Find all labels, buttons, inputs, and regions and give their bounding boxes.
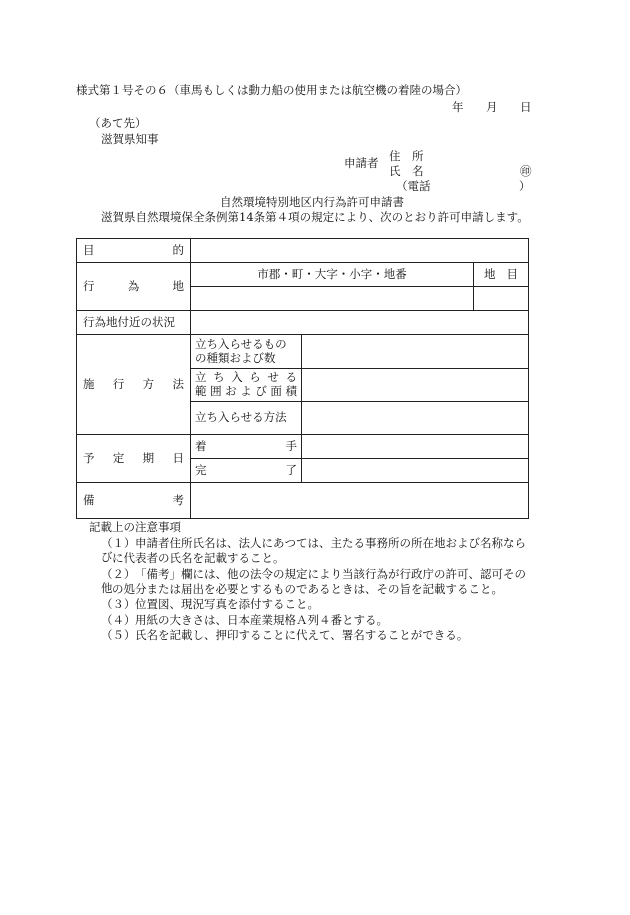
purpose-label-cell: [77, 239, 191, 263]
start-date-field[interactable]: [302, 435, 529, 459]
entry-range-field[interactable]: [302, 369, 529, 402]
land-category-label: 地 目: [484, 266, 518, 281]
note-text: 用紙の大きさは、日本産業規格Ａ列４番とする。: [135, 613, 388, 627]
remarks-label-cell: [77, 483, 191, 519]
location-row: [77, 263, 529, 287]
note-item-2-cont: の処分または届出を必要とするものであるときは、その旨を記載すること。: [112, 582, 503, 596]
start-label-cell: [191, 435, 302, 459]
vehicle-type-field[interactable]: [302, 335, 529, 369]
entry-range-label-cell: [191, 369, 302, 402]
purpose-row: [77, 239, 529, 263]
note-number: （２）: [101, 567, 136, 581]
note-item-5: [101, 629, 526, 643]
schedule-row-start: [77, 435, 529, 459]
location-label-cell: [77, 263, 191, 311]
note-item-4: [101, 614, 526, 628]
finish-label-cell: [191, 459, 302, 483]
method-label-cell: [77, 335, 191, 435]
vehicle-type-label-line2: の種類および数: [195, 350, 276, 365]
note-item-1-cont: に代表者の氏名を記載すること。: [112, 551, 285, 565]
remarks-label: 備 考: [83, 492, 184, 507]
applicant-label: 申請者: [344, 156, 379, 170]
address-label: 住 所: [389, 149, 424, 163]
addressee-label: （あて先）: [89, 116, 147, 130]
phone-close: ）: [519, 179, 531, 193]
location-field[interactable]: [191, 287, 474, 311]
vehicle-type-label-cell: [191, 335, 302, 369]
note-text: 「備考」欄には、他の法令の規定により当該行為が行政庁の許可、認可その他: [101, 567, 526, 595]
method-label: 施 行 方 法: [83, 376, 184, 391]
location-subheader: 市郡・町・大字・小字・地番: [191, 263, 474, 287]
note-number: （４）: [101, 613, 136, 627]
seal-mark: ㊞: [520, 164, 532, 178]
note-number: （３）: [101, 597, 136, 611]
intro-text: 滋賀県自然環境保全条例第14条第４項の規定により、次のとおり許可申請します。: [101, 210, 529, 224]
surroundings-field[interactable]: [191, 311, 529, 335]
schedule-label: 予 定 期 日: [83, 450, 184, 465]
location-label: 行 為 地: [83, 278, 184, 293]
purpose-field[interactable]: [191, 239, 529, 263]
date-month-label: 月: [486, 100, 498, 114]
surroundings-label: 行為地付近の状況: [77, 311, 191, 335]
method-row-vehicles: [77, 335, 529, 369]
purpose-label: 目 的: [83, 242, 184, 257]
name-label: 氏 名: [389, 164, 424, 178]
land-category-field[interactable]: [474, 287, 529, 311]
application-form-table: [76, 238, 529, 519]
addressee: 滋賀県知事: [101, 132, 159, 146]
vehicle-type-label-line1: 立ち入らせるもの: [195, 336, 287, 351]
notes-heading: 記載上の注意事項: [89, 520, 181, 534]
date-year-label: 年: [452, 100, 464, 114]
date-day-label: 日: [520, 100, 532, 114]
note-text: 氏名を記載し、押印することに代えて、署名することができる。: [135, 628, 469, 642]
note-text: 申請者住所氏名は、法人にあつては、主たる事務所の所在地および名称ならび: [101, 536, 526, 564]
note-text: 位置図、現況写真を添付すること。: [135, 597, 319, 611]
note-number: （１）: [101, 536, 136, 550]
note-item-3: [101, 598, 526, 612]
entry-range-label-line2: 範 囲 お よ び 面 積: [195, 384, 297, 398]
phone-label: （電話: [396, 179, 431, 193]
entry-range-label-line1: 立 ち 入 ら せ る: [195, 370, 297, 385]
finish-date-field[interactable]: [302, 459, 529, 483]
land-category-cell: [474, 263, 529, 287]
surroundings-row: [77, 311, 529, 335]
document-title: 自然環境特別地区内行為許可申請書: [220, 195, 404, 209]
start-label: 着 手: [195, 438, 297, 453]
entry-method-label: 立ち入らせる方法: [191, 402, 302, 435]
remarks-row: [77, 483, 529, 519]
finish-label: 完 了: [195, 462, 297, 477]
schedule-label-cell: [77, 435, 191, 483]
remarks-field[interactable]: [191, 483, 529, 519]
entry-method-field[interactable]: [302, 402, 529, 435]
note-number: （５）: [101, 628, 136, 642]
form-number-title: 様式第１号その６（車馬もしくは動力船の使用または航空機の着陸の場合）: [76, 83, 467, 97]
